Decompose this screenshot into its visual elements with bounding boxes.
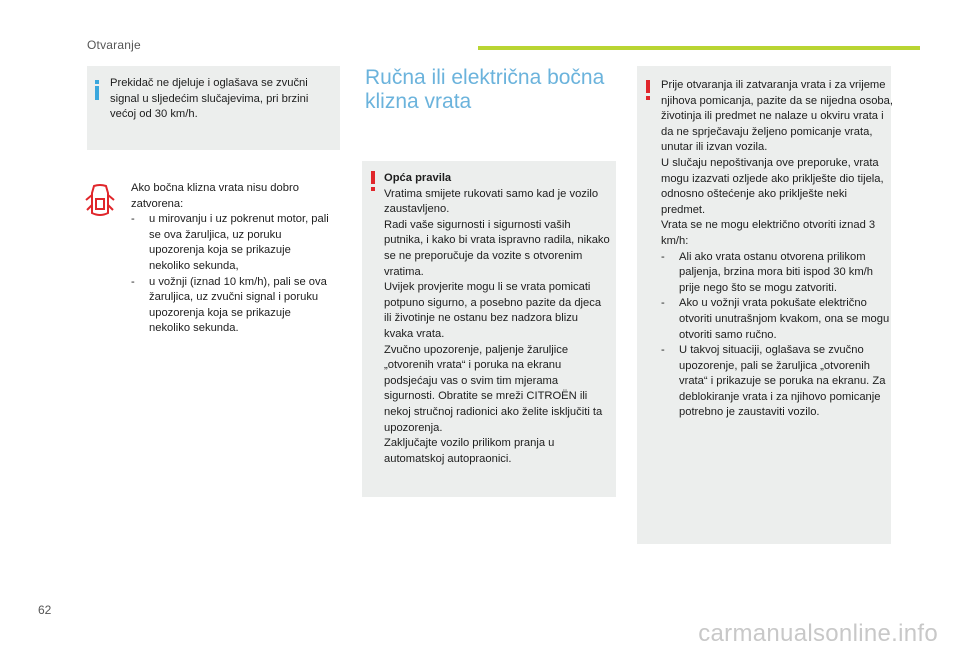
paragraph: Prije otvaranja ili zatvaranja vrata i za vrijeme njihova pomicanja, pazite da se nijedna osoba, životinja ili predmet ne nalaze u okviru vrata i da ne sprječavaju željeno pomicanje vrata, unutar ili izvan vozila. (661, 79, 893, 154)
warning-icon (370, 171, 376, 191)
info-note-text: Prekidač ne djeluje i oglašava se zvučni signal u sljedećim slučajevima, pri brzini većoj od 30 km/h. (110, 77, 309, 121)
door-warning-list (131, 212, 331, 337)
general-rules-text (384, 171, 610, 467)
paragraph: Uvijek provjerite mogu li se vrata pomicati potpuno sigurno, a posebno pazite da djeca ili životinje ne ostanu bez nadzora blizu kvaka vrata. (384, 281, 602, 340)
paragraph: Zvučno upozorenje, paljenje žaruljice „otvorenih vrata“ i poruka na ekranu podsjećaju vas o svim tim mjerama sigurnosti. Obratite se mreži CITROËN ili nekoj stručnoj radionici ako želite isključiti ta upozorenja. (384, 343, 603, 434)
list-item: - Ako u vožnji vrata pokušate električno otvoriti unutrašnjom kvakom, ona se mogu otvoriti samo ručno. (661, 296, 893, 343)
safety-warning-list (661, 250, 893, 422)
paragraph: Vratima smijete rukovati samo kad je vozilo zaustavljeno. (384, 187, 599, 216)
page-number: 62 (38, 603, 52, 617)
paragraph: Vrata se ne mogu električno otvoriti iznad 3 km/h: (661, 219, 876, 247)
paragraph: Zaključajte vozilo prilikom pranja u automatskoj autopraonici. (384, 437, 555, 465)
safety-warning-text (661, 78, 893, 421)
list-item: - U takvoj situaciji, oglašava se zvučno upozorenje, pali se žaruljica „otvorenih vrata“ i prikazuje se poruka na ekranu. Za deblokiranje vrata i za njihovo pomicanje potrebno je zaustaviti vozilo. (661, 343, 893, 421)
door-warning-intro: Ako bočna klizna vrata nisu dobro zatvorena: (131, 182, 299, 210)
warning-icon (645, 80, 651, 100)
info-icon (93, 80, 101, 100)
door-open-warning-icon (84, 183, 116, 223)
list-item: - Ali ako vrata ostanu otvorena prilikom paljenja, brzina mora biti ispod 30 km/h prije nego što se mogu zatvoriti. (661, 250, 893, 297)
section-title: Otvaranje (87, 38, 141, 52)
list-item: - u mirovanju i uz pokrenut motor, pali se ova žaruljica, uz poruku upozorenja koja se prikazuje nekoliko sekunda, (131, 212, 331, 274)
page-title: Ručna ili električna bočna klizna vrata (365, 66, 605, 113)
general-rules-heading: Opća pravila (384, 172, 452, 184)
watermark: carmanualsonline.info (698, 620, 938, 647)
door-warning-text (131, 181, 331, 337)
paragraph: U slučaju nepoštivanja ove preporuke, vrata mogu izazvati ozljede ako priklješte dio tijela, odnosno oštećenje ako priklješte neki predmet. (661, 156, 884, 216)
list-item: - u vožnji (iznad 10 km/h), pali se ova žaruljica, uz zvučni signal i poruku upozorenja koja se prikazuje nekoliko sekunda. (131, 275, 331, 337)
paragraph: Radi vaše sigurnosti i sigurnosti vaših putnika, i kako bi vrata ispravno radila, nikako se ne preporučuje da vozite s otvorenim vratima. (384, 218, 610, 278)
header-accent-rule (478, 46, 920, 50)
